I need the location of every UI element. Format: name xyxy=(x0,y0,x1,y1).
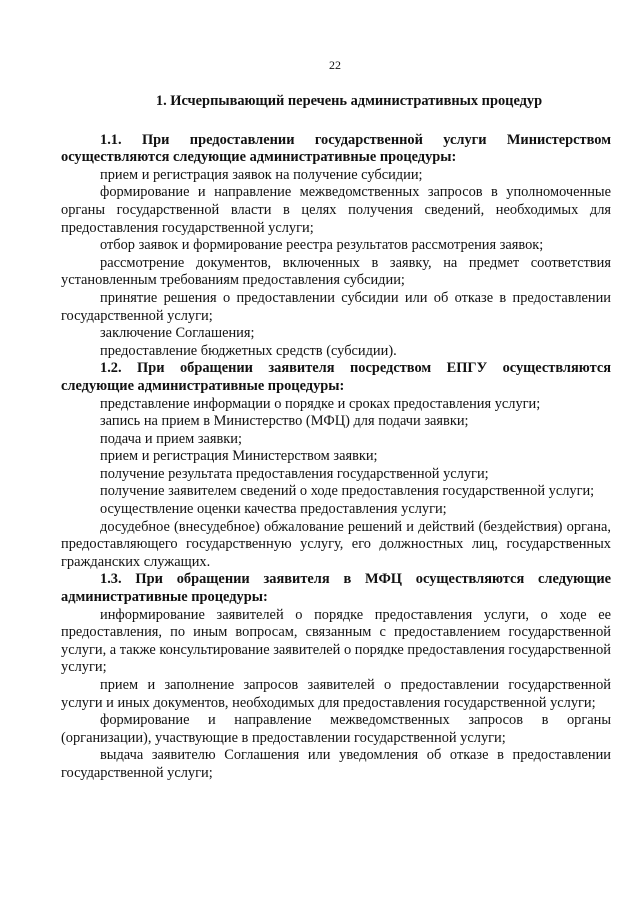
list-item: информирование заявителей о порядке предоставления услуги, о ходе ее предоставления, по иным вопросам, связанным с предоставлением государственной услуги, а также консультирование заявителей о порядке предоставления государственной услуги; xyxy=(61,606,611,676)
list-item: осуществление оценки качества предоставления услуги; xyxy=(100,501,447,518)
list-item: формирование и направление межведомственных запросов в органы (организации), участвующие в предоставлении государственной услуги; xyxy=(61,712,611,746)
subsection-heading-1-2: 1.2. При обращении заявителя посредством ЕПГУ осуществляются следующие административные процедуры: xyxy=(61,360,611,394)
list-item: подача и прием заявки; xyxy=(100,430,243,447)
document-body xyxy=(61,93,611,783)
list-item: представление информации о порядке и сроках предоставления услуги; xyxy=(100,395,541,412)
list-item: получение заявителем сведений о ходе предоставления государственной услуги; xyxy=(100,483,595,500)
list-item: выдача заявителю Соглашения или уведомления об отказе в предоставлении государственной услуги; xyxy=(61,747,611,781)
list-item: предоставление бюджетных средств (субсидии). xyxy=(100,342,397,359)
subsection-heading-1-1: 1.1. При предоставлении государственной услуги Министерством осуществляются следующие административные процедуры: xyxy=(61,131,611,166)
list-item: досудебное (внесудебное) обжалование решений и действий (бездействия) органа, предоставляющего государственную услугу, его должностных лиц, государственных гражданских служащих. xyxy=(61,518,611,570)
list-item: прием и заполнение запросов заявителей о предоставлении государственной услуги и иных документов, необходимых для предоставления государственной услуги; xyxy=(61,677,611,711)
section-title: 1. Исчерпывающий перечень административных процедур xyxy=(155,93,543,109)
list-item: прием и регистрация Министерством заявки; xyxy=(100,448,378,465)
list-item: получение результата предоставления государственной услуги; xyxy=(100,465,489,482)
page-number: 22 xyxy=(329,58,341,72)
list-item: рассмотрение документов, включенных в заявку, на предмет соответствия установленным требованиям предоставления субсидии; xyxy=(61,254,611,289)
list-item: прием и регистрация заявок на получение субсидии; xyxy=(100,166,423,183)
list-item: принятие решения о предоставлении субсидии или об отказе в предоставлении государственной услуги; xyxy=(61,289,611,324)
list-item: заключение Соглашения; xyxy=(100,325,255,342)
subsection-heading-1-3: 1.3. При обращении заявителя в МФЦ осуществляются следующие административные процедуры: xyxy=(61,571,611,606)
list-item: формирование и направление межведомственных запросов в уполномоченные органы государственной власти в целях получения сведений, необходимых для предоставления государственной услуги; xyxy=(61,184,611,236)
list-item: отбор заявок и формирование реестра результатов рассмотрения заявок; xyxy=(100,237,544,254)
list-item: запись на прием в Министерство (МФЦ) для подачи заявки; xyxy=(100,413,469,430)
